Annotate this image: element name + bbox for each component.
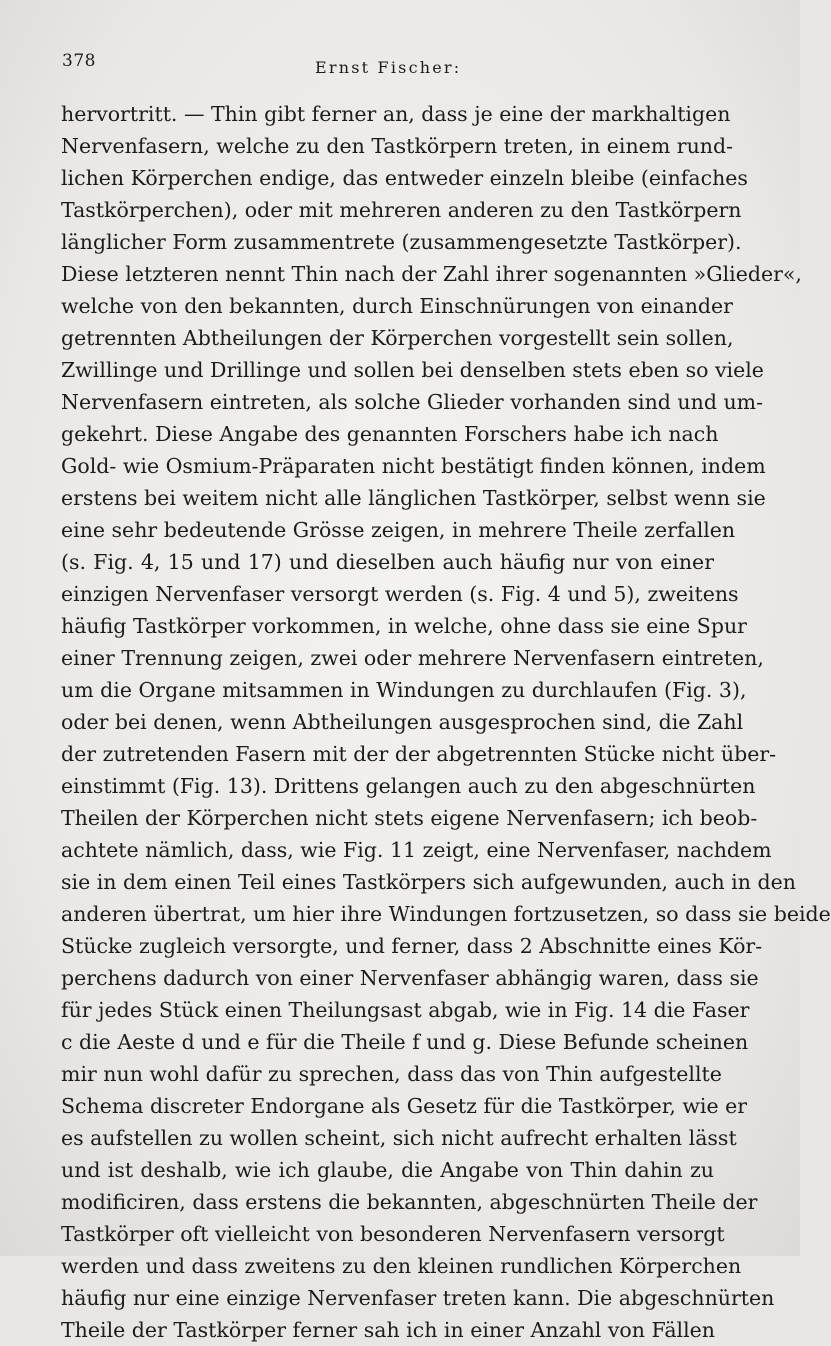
text-line: perchens dadurch von einer Nervenfaser abhängig waren, dass sie: [61, 966, 759, 990]
text-line: Zwillinge und Drillinge und sollen bei denselben stets eben so viele: [61, 358, 764, 382]
text-line: Diese letzteren nennt Thin nach der Zahl ihrer sogenannten »Glieder«,: [61, 262, 802, 286]
text-line: modificiren, dass erstens die bekannten, abgeschnürten Theile der: [61, 1190, 758, 1214]
text-line: mir nun wohl dafür zu sprechen, dass das von Thin aufgestellte: [61, 1062, 722, 1086]
text-line: oder bei denen, wenn Abtheilungen ausgesprochen sind, die Zahl: [61, 710, 744, 734]
text-line: Stücke zugleich versorgte, und ferner, dass 2 Abschnitte eines Kör-: [61, 934, 763, 958]
text-line: der zutretenden Fasern mit der der abgetrennten Stücke nicht über-: [61, 742, 777, 766]
text-line: erstens bei weitem nicht alle länglichen Tastkörper, selbst wenn sie: [61, 486, 766, 510]
running-head: Ernst Fischer:: [315, 58, 462, 77]
text-line: hervortritt. — Thin gibt ferner an, dass je eine der markhaltigen: [61, 102, 731, 126]
text-line: welche von den bekannten, durch Einschnürungen von einander: [61, 294, 733, 318]
text-line: Tastkörperchen), oder mit mehreren anderen zu den Tastkörpern: [61, 198, 742, 222]
text-line: häufig nur eine einzige Nervenfaser treten kann. Die abgeschnürten: [61, 1286, 775, 1310]
text-line: (s. Fig. 4, 15 und 17) und dieselben auch häufig nur von einer: [61, 550, 714, 574]
page-number: 378: [62, 51, 96, 71]
text-line: es aufstellen zu wollen scheint, sich nicht aufrecht erhalten lässt: [61, 1126, 737, 1150]
text-line: Nervenfasern eintreten, als solche Glieder vorhanden sind und um-: [61, 390, 764, 414]
text-line: c die Aeste d und e für die Theile f und g. Diese Befunde scheinen: [61, 1030, 749, 1054]
text-line: und ist deshalb, wie ich glaube, die Angabe von Thin dahin zu: [61, 1158, 714, 1182]
text-line: Theilen der Körperchen nicht stets eigene Nervenfasern; ich beob-: [61, 806, 758, 830]
text-line: sie in dem einen Teil eines Tastkörpers sich aufgewunden, auch in den: [61, 870, 796, 894]
text-line: getrennten Abtheilungen der Körperchen vorgestellt sein sollen,: [61, 326, 734, 350]
text-line: Gold- wie Osmium-Präparaten nicht bestätigt finden können, indem: [61, 454, 766, 478]
text-line: für jedes Stück einen Theilungsast abgab, wie in Fig. 14 die Faser: [61, 998, 750, 1022]
text-line: Nervenfasern, welche zu den Tastkörpern treten, in einem rund-: [61, 134, 734, 158]
text-line: gekehrt. Diese Angabe des genannten Forschers habe ich nach: [61, 422, 719, 446]
text-line: um die Organe mitsammen in Windungen zu durchlaufen (Fig. 3),: [61, 678, 747, 702]
text-line: eine sehr bedeutende Grösse zeigen, in mehrere Theile zerfallen: [61, 518, 736, 542]
text-line: einer Trennung zeigen, zwei oder mehrere Nervenfasern eintreten,: [61, 646, 764, 670]
text-line: Tastkörper oft vielleicht von besonderen Nervenfasern versorgt: [61, 1222, 725, 1246]
text-line: einstimmt (Fig. 13). Drittens gelangen auch zu den abgeschnürten: [61, 774, 756, 798]
text-line: häufig Tastkörper vorkommen, in welche, ohne dass sie eine Spur: [61, 614, 747, 638]
text-line: achtete nämlich, dass, wie Fig. 11 zeigt, eine Nervenfaser, nachdem: [61, 838, 772, 862]
text-line: Schema discreter Endorgane als Gesetz für die Tastkörper, wie er: [61, 1094, 748, 1118]
text-line: lichen Körperchen endige, das entweder einzeln bleibe (einfaches: [61, 166, 748, 190]
body-text: [61, 98, 831, 1346]
text-line: anderen übertrat, um hier ihre Windungen fortzusetzen, so dass sie beide: [61, 902, 831, 926]
text-line: länglicher Form zusammentrete (zusammengesetzte Tastkörper).: [61, 230, 742, 254]
text-line: Theile der Tastkörper ferner sah ich in einer Anzahl von Fällen: [61, 1318, 715, 1342]
text-line: einzigen Nervenfaser versorgt werden (s. Fig. 4 und 5), zweitens: [61, 582, 739, 606]
text-line: werden und dass zweitens zu den kleinen rundlichen Körperchen: [61, 1254, 742, 1278]
